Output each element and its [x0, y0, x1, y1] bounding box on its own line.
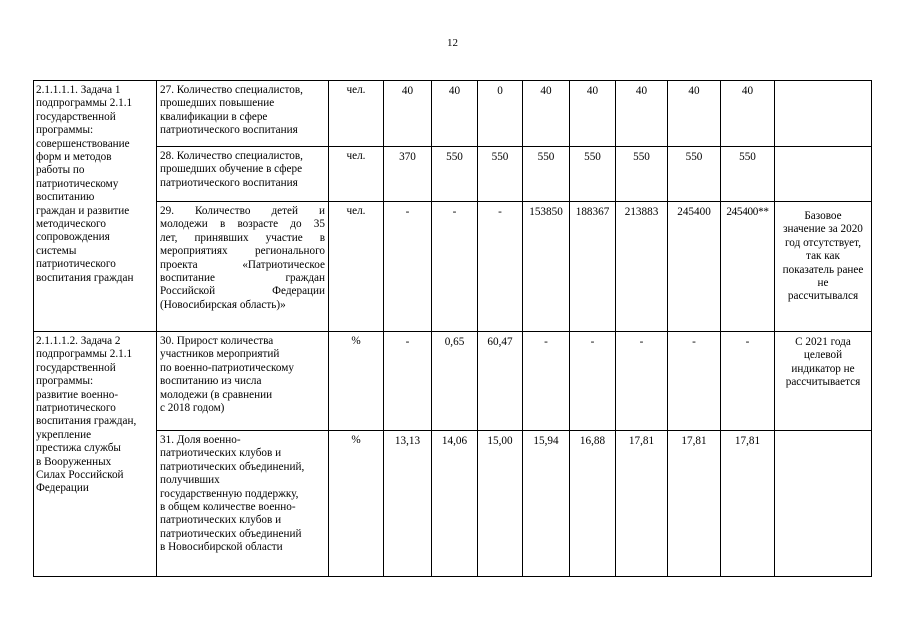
- value-cell: 13,13: [384, 431, 432, 577]
- unit-cell: %: [329, 332, 384, 431]
- indicator-line: (Новосибирская область)»: [160, 298, 286, 311]
- value-cell: 15,00: [478, 431, 523, 577]
- value-cell: 60,47: [478, 332, 523, 431]
- note-cell: [775, 81, 872, 147]
- value-cell: -: [523, 332, 570, 431]
- indicator-line: лет, принявших участие в: [160, 231, 325, 244]
- value-cell: 40: [668, 81, 721, 147]
- indicator-cell: 27. Количество специалистов, прошедших повышение квалификации в сфере патриотического воспитания: [157, 81, 329, 147]
- value-cell: 550: [668, 147, 721, 202]
- indicator-line: воспитание граждан: [160, 272, 325, 285]
- unit-cell: %: [329, 431, 384, 577]
- indicator-cell: [157, 202, 329, 332]
- value-cell: -: [432, 202, 478, 332]
- indicator-cell: 28. Количество специалистов, прошедших обучение в сфере патриотического воспитания: [157, 147, 329, 202]
- task-cell: 2.1.1.1.2. Задача 2 подпрограммы 2.1.1 государственной программы: развитие военно- патриотического воспитания граждан, укрепление престижа службы в Вооруженных Силах Российской Федерации: [34, 332, 157, 577]
- indicator-cell: 30. Прирост количества участников мероприятий по военно-патриотическому воспитанию из числа молодежи (в сравнении с 2018 годом): [157, 332, 329, 431]
- unit-cell: чел.: [329, 147, 384, 202]
- value-cell: -: [384, 202, 432, 332]
- value-cell: 0,65: [432, 332, 478, 431]
- value-cell: 40: [570, 81, 616, 147]
- note-cell: [775, 147, 872, 202]
- table-row: [34, 147, 872, 202]
- value-cell: -: [721, 332, 775, 431]
- value-cell: 550: [570, 147, 616, 202]
- value-cell: 16,88: [570, 431, 616, 577]
- task-cell: 2.1.1.1.1. Задача 1 подпрограммы 2.1.1 государственной программы: совершенствование форм и методов работы по патриотическому воспитанию граждан и развитие методического сопровождения системы патриотического воспитания граждан: [34, 81, 157, 332]
- value-cell: 550: [721, 147, 775, 202]
- value-cell: 17,81: [616, 431, 668, 577]
- indicator-cell: 31. Доля военно- патриотических клубов и патриотических объединений, получивших государственную поддержку, в общем количестве военно- патриотических клубов и патриотических объединений в Новосибирской области: [157, 431, 329, 577]
- value-cell: 14,06: [432, 431, 478, 577]
- value-cell: -: [570, 332, 616, 431]
- value-cell: 40: [523, 81, 570, 147]
- value-cell: 188367: [570, 202, 616, 332]
- value-cell: 550: [523, 147, 570, 202]
- note-cell: [775, 431, 872, 577]
- value-cell: 153850: [523, 202, 570, 332]
- value-cell: 40: [616, 81, 668, 147]
- value-cell: -: [478, 202, 523, 332]
- page-number: 12: [447, 37, 458, 49]
- table-row: [34, 81, 872, 147]
- value-cell: 245400**: [721, 202, 775, 332]
- value-cell: 17,81: [721, 431, 775, 577]
- unit-cell: чел.: [329, 81, 384, 147]
- indicator-line: проекта «Патриотическое: [160, 258, 325, 271]
- indicators-table: [33, 80, 872, 577]
- value-cell: 550: [432, 147, 478, 202]
- indicator-line: 29. Количество детей и: [160, 205, 325, 217]
- table-row: [34, 202, 872, 332]
- value-cell: 245400: [668, 202, 721, 332]
- value-cell: 550: [616, 147, 668, 202]
- value-cell: 550: [478, 147, 523, 202]
- unit-cell: чел.: [329, 202, 384, 332]
- table-row: [34, 431, 872, 577]
- indicator-line: Российской Федерации: [160, 285, 325, 298]
- value-cell: 15,94: [523, 431, 570, 577]
- value-cell: -: [384, 332, 432, 431]
- value-cell: 17,81: [668, 431, 721, 577]
- note-cell: Базовое значение за 2020 год отсутствует, так как показатель ранее не рассчитывался: [775, 202, 872, 332]
- value-cell: -: [668, 332, 721, 431]
- indicator-line: молодежи в возрасте до 35: [160, 218, 325, 231]
- table-row: [34, 332, 872, 431]
- value-cell: 40: [721, 81, 775, 147]
- value-cell: 0: [478, 81, 523, 147]
- value-cell: -: [616, 332, 668, 431]
- indicator-line: мероприятиях регионального: [160, 245, 325, 258]
- value-cell: 370: [384, 147, 432, 202]
- value-cell: 40: [384, 81, 432, 147]
- value-cell: 213883: [616, 202, 668, 332]
- note-cell: С 2021 года целевой индикатор не рассчитывается: [775, 332, 872, 431]
- value-cell: 40: [432, 81, 478, 147]
